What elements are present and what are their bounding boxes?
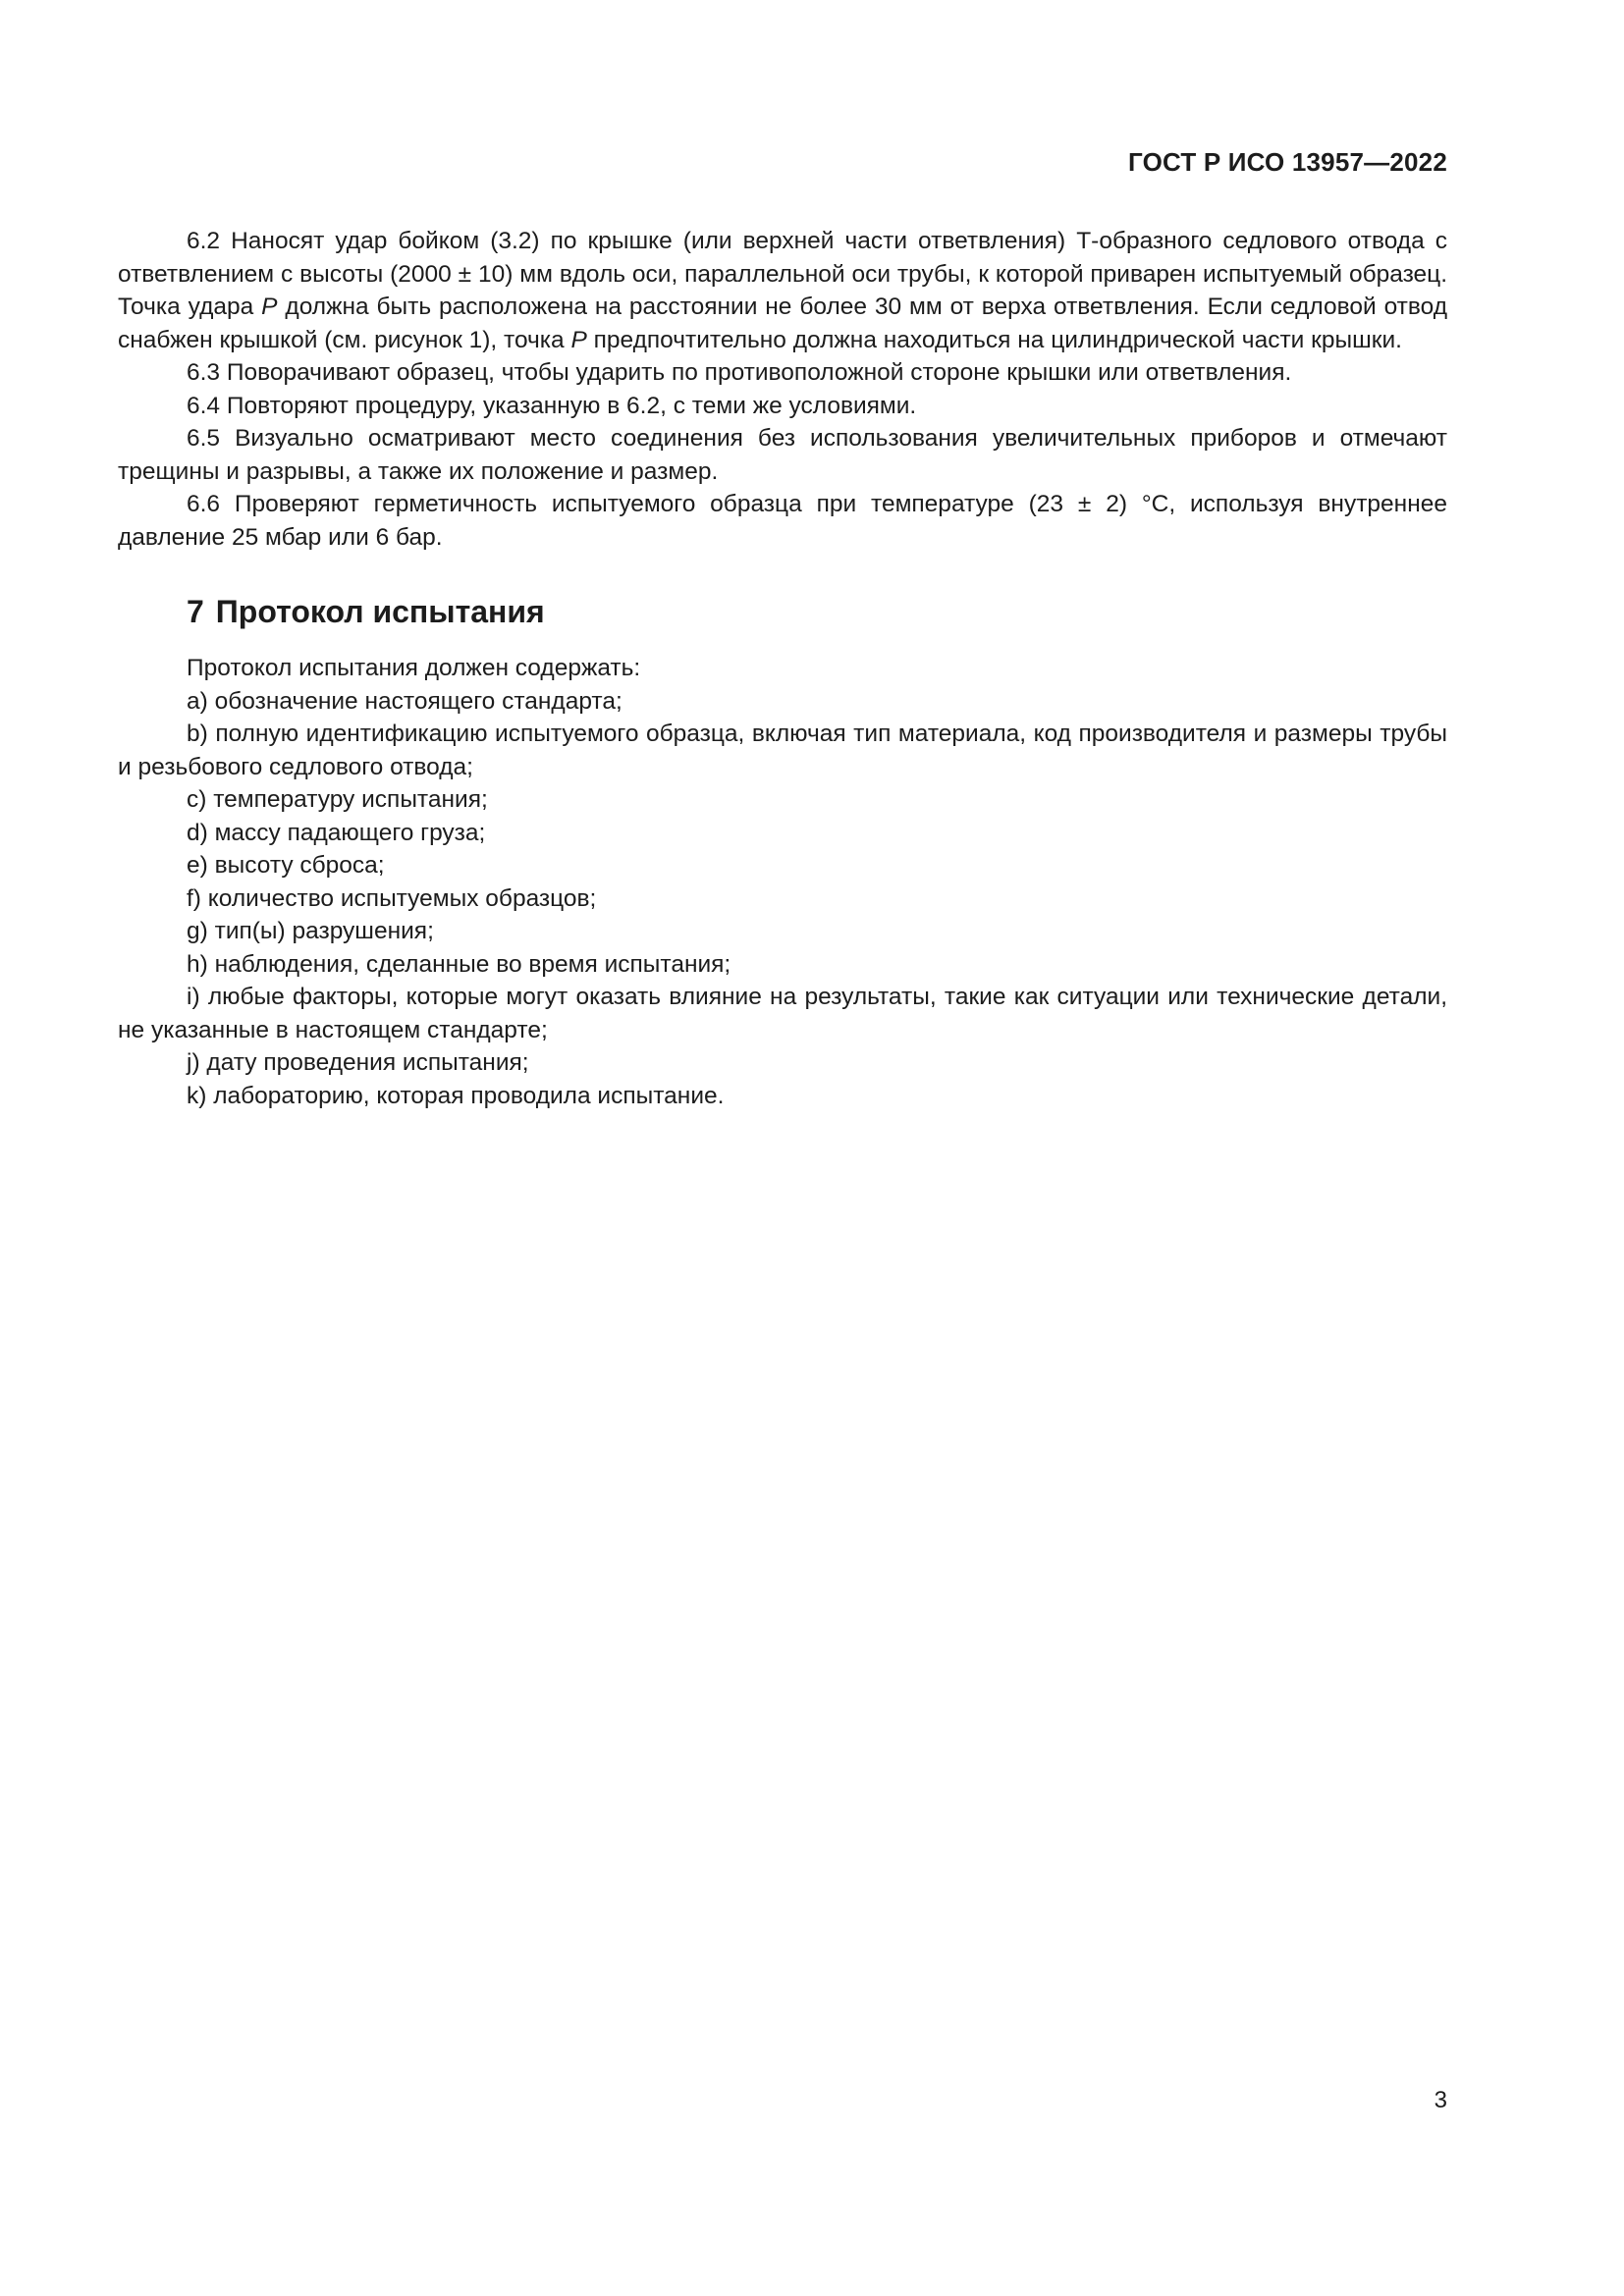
paragraph-6-5: 6.5 Визуально осматривают место соединения без использования увеличительных приборов и отмечают трещины и разрывы, а также их положение и размер.: [118, 425, 1447, 485]
list-item-j: j) дату проведения испытания;: [187, 1049, 529, 1076]
document-body: [118, 225, 1447, 1112]
list-item-g: g) тип(ы) разрушения;: [187, 918, 434, 944]
list-item-k: k) лабораторию, которая проводила испытание.: [187, 1082, 725, 1109]
page-number: 3: [1434, 2087, 1447, 2113]
list-item-b: b) полную идентификацию испытуемого образца, включая тип материала, код производителя и размеры трубы и резьбового седлового отвода;: [118, 721, 1447, 780]
list-item-f: f) количество испытуемых образцов;: [187, 884, 597, 912]
section-7-title: Протокол испытания: [215, 594, 545, 629]
paragraph-6-2-text-b: должна быть расположена на расстоянии не более 30 мм от верха ответвления. Если седловой отвод снабжен крышкой (см. рисунок 1), точка: [118, 294, 1447, 353]
list-item-h: h) наблюдения, сделанные во время испытания;: [187, 950, 731, 978]
list-item-a: a) обозначение настоящего стандарта;: [187, 687, 623, 715]
list-item-c: c) температуру испытания;: [187, 786, 488, 813]
paragraph-6-2-text-a: 6.2 Наносят удар бойком (3.2) по крышке (или верхней части ответвления) Т-образного седлового отвода с ответвлением с высоты (2000 ± 10) мм вдоль оси, параллельной оси трубы, к которой приварен испытуемый образец. Точка удара: [118, 228, 1447, 320]
section-7-heading: [187, 592, 1447, 631]
list-item-e: e) высоту сброса;: [187, 852, 385, 879]
paragraph-6-4: 6.4 Повторяют процедуру, указанную в 6.2, с теми же условиями.: [187, 392, 917, 419]
list-item-i: i) любые факторы, которые могут оказать влияние на результаты, такие как ситуации или технические детали, не указанные в настоящем стандарте;: [118, 984, 1447, 1043]
paragraph-6-6: 6.6 Проверяют герметичность испытуемого образца при температуре (23 ± 2) °С, используя внутреннее давление 25 мбар или 6 бар.: [118, 491, 1447, 551]
section-7-number: 7: [187, 594, 204, 629]
paragraph-6-2-text-c: предпочтительно должна находиться на цилиндрической части крышки.: [586, 326, 1402, 353]
point-p-symbol-2: P: [570, 326, 587, 353]
list-item-d: d) массу падающего груза;: [187, 819, 486, 846]
report-intro: Протокол испытания должен содержать:: [187, 655, 641, 681]
paragraph-6-3: 6.3 Поворачивают образец, чтобы ударить по противоположной стороне крышки или ответвления.: [187, 359, 1292, 386]
paragraph-6-2: [118, 225, 1447, 356]
standard-designation: ГОСТ Р ИСО 13957—2022: [1127, 147, 1447, 177]
point-p-symbol: P: [261, 294, 278, 320]
